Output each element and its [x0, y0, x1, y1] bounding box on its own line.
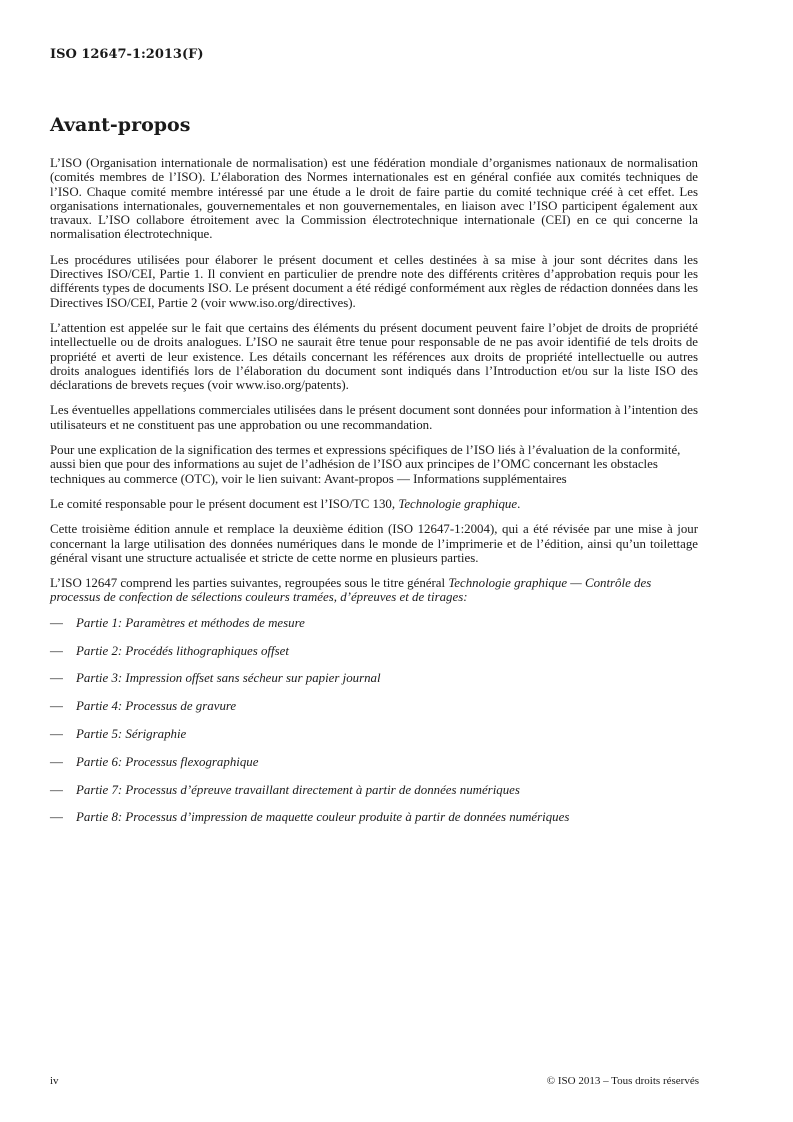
paragraph-parts-intro	[50, 576, 698, 605]
foreword-body	[50, 156, 698, 838]
committee-text: Le comité responsable pour le présent document est l’ISO/TC 130,	[50, 496, 399, 511]
paragraph-procedures: Les procédures utilisées pour élaborer le présent document et celles destinées à sa mise à jour sont décrites dans les Directives ISO/CEI, Partie 1. Il convient en particulier de prendre note des différents critères d’approbation requis pour les différents types de documents ISO. Le présent document a été rédigé conformément aux règles de rédaction données dans les Directives ISO/CEI, Partie 2 (voir www.iso.org/directives).	[50, 252, 698, 310]
list-dash: —	[50, 699, 63, 714]
committee-title: Technologie graphique	[398, 496, 518, 511]
paragraph-iso-intro: L’ISO (Organisation internationale de normalisation) est une fédération mondiale d’organismes nationaux de normalisation (comités membres de l’ISO). L’élaboration des Normes internationales est en général confiée aux comités techniques de l’ISO. Chaque comité membre intéressé par une étude a le droit de faire partie du comité technique créé à cet effet. Les organisations internationales, gouvernementales et non gouvernementales, en liaison avec l’ISO participent également aux travaux. L’ISO collabore étroitement avec la Commission électrotechnique internationale (CEI) en ce qui concerne la normalisation électrotechnique.	[50, 156, 698, 242]
committee-end: .	[517, 496, 521, 511]
paragraph-conformity: Pour une explication de la signification des termes et expressions spécifiques de l’ISO liés à l’évaluation de la conformité, aussi bien que pour des informations au sujet de l’adhésion de l’ISO aux principes de l’OMC concernant les obstacles techniques au commerce (OTC), voir le lien suivant: Avant-propos — Informations supplémentaires	[50, 443, 681, 486]
list-dash: —	[50, 671, 63, 686]
list-item	[50, 616, 698, 630]
list-item	[50, 644, 698, 658]
list-dash: —	[50, 782, 63, 797]
paragraph-committee	[50, 497, 698, 511]
part-title: Partie 4: Processus de gravure	[76, 699, 237, 714]
parts-list	[50, 616, 698, 825]
list-item	[50, 727, 698, 741]
part-title: Partie 2: Procédés lithographiques offset	[76, 643, 289, 658]
list-dash: —	[50, 615, 63, 630]
page-number: iv	[50, 1075, 59, 1087]
part-title: Partie 1: Paramètres et méthodes de mesure	[76, 615, 305, 630]
document-id-header: ISO 12647-1:2013(F)	[50, 47, 204, 62]
list-item	[50, 755, 698, 769]
part-title: Partie 8: Processus d’impression de maquette couleur produite à partir de données numériques	[76, 810, 570, 825]
part-title: Partie 3: Impression offset sans sécheur sur papier journal	[76, 671, 381, 686]
paragraph-edition: Cette troisième édition annule et remplace la deuxième édition (ISO 12647-1:2004), qui a été révisée par une mise à jour concernant la large utilisation des données numériques dans le monde de l’imprimerie et de l’édition, ainsi qu’un toilettage général visant une structure actualisée et stricte de cette norme en plusieurs parties.	[50, 522, 698, 565]
paragraph-patents: L’attention est appelée sur le fait que certains des éléments du présent document peuvent faire l’objet de droits de propriété intellectuelle ou de droits analogues. L’ISO ne saurait être tenue pour responsable de ne pas avoir identifié de tels droits de propriété et averti de leur existence. Les détails concernant les références aux droits de propriété intellectuelle ou autres droits analogues identifiés lors de l’élaboration du document sont indiqués dans l’Introduction et/ou sur la liste ISO des déclarations de brevets reçues (voir www.iso.org/patents).	[50, 320, 698, 393]
list-dash: —	[50, 754, 63, 769]
part-title: Partie 7: Processus d’épreuve travaillant directement à partir de données numériques	[76, 782, 520, 797]
paragraph-trade-names: Les éventuelles appellations commerciales utilisées dans le présent document sont données pour information à l’intention des utilisateurs et ne constituent pas une approbation ou une recommandation.	[50, 403, 698, 432]
part-title: Partie 6: Processus flexographique	[76, 754, 259, 769]
list-dash: —	[50, 726, 63, 741]
parts-intro-text: L’ISO 12647 comprend les parties suivantes, regroupées sous le titre général	[50, 576, 449, 591]
list-item	[50, 699, 698, 713]
parts-general-title: Technologie graphique — Contrôle des processus de confection de sélections couleurs tramées, d’épreuves et de tirages:	[50, 576, 652, 605]
list-item	[50, 671, 698, 685]
list-item	[50, 783, 698, 797]
list-dash: —	[50, 810, 63, 825]
copyright-notice: © ISO 2013 – Tous droits réservés	[546, 1075, 699, 1087]
list-item	[50, 810, 698, 824]
part-title: Partie 5: Sérigraphie	[76, 726, 187, 741]
page-title: Avant-propos	[50, 114, 191, 136]
list-dash: —	[50, 643, 63, 658]
